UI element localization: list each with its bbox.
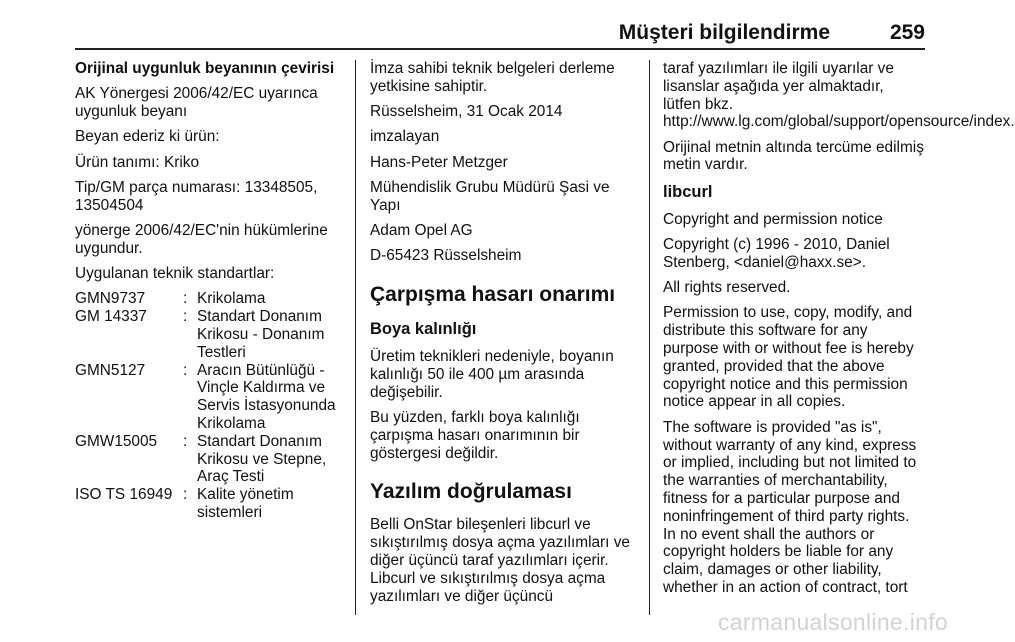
paragraph: Hans-Peter Metzger — [370, 153, 508, 171]
column-divider — [649, 60, 650, 615]
page-title: Müşteri bilgilendirme — [618, 21, 830, 44]
table-row: ISO TS 16949 : Kalite yönetim sistemleri — [75, 486, 343, 522]
declaration-heading: Orijinal uygunluk beyanının çevirisi — [75, 60, 335, 77]
table-row: GM 14337 : Standart Donanım Krikosu - Donanım Testleri — [75, 308, 343, 361]
paragraph: D-65423 Rüsselsheim — [370, 247, 522, 265]
column-1 — [75, 60, 343, 522]
standard-code: GMN9737 — [75, 290, 146, 308]
paragraph: Belli OnStar bileşenleri libcurl ve sıkıştırılmış dosya açma yazılımları ve diğer üçüncü taraf yazılımları içerir. Libcurl ve sıkıştırılmış dosya açma yazılımları ve diğer üçüncü — [370, 516, 630, 605]
paragraph: Bu yüzden, farklı boya kalınlığı çarpışma hasarı onarımının bir göstergesi değildir. — [370, 409, 580, 462]
subsection-heading-paint-thickness: Boya kalınlığı — [370, 320, 477, 339]
paragraph: Copyright (c) 1996 - 2010, Daniel Stenberg, <daniel@haxx.se>. — [663, 236, 890, 271]
section-heading-crash-repair: Çarpışma hasarı onarımı — [370, 283, 616, 307]
table-row: GMW15005 : Standart Donanım Krikosu ve Stepne, Araç Testi — [75, 433, 343, 486]
subsection-heading-libcurl: libcurl — [663, 182, 713, 201]
paragraph: Permission to use, copy, modify, and distribute this software for any purpose with or without fee is hereby granted, provided that the above copyright notice and this permission notice appear in all copies. — [663, 304, 914, 411]
paragraph: imzalayan — [370, 128, 440, 146]
paragraph: All rights reserved. — [663, 279, 791, 297]
column-3 — [663, 60, 1015, 604]
paragraph: Ürün tanımı: Kriko — [75, 153, 200, 171]
paragraph: Beyan ederiz ki ürün: — [75, 128, 220, 146]
paragraph: AK Yönergesi 2006/42/EC uyarınca uygunluk beyanı — [75, 85, 318, 121]
section-heading-software: Yazılım doğrulaması — [370, 480, 572, 504]
page-number: 259 — [889, 21, 925, 44]
paragraph: Üretim teknikleri nedeniyle, boyanın kalınlığı 50 ile 400 µm arasında değişebilir. — [370, 348, 614, 401]
standard-code: GMW15005 — [75, 432, 158, 450]
table-row: GMN9737 : Krikolama — [75, 290, 343, 308]
paragraph: Adam Opel AG — [370, 222, 473, 240]
paragraph: İmza sahibi teknik belgeleri derleme yetkisine sahiptir. — [370, 60, 615, 95]
paragraph: Mühendislik Grubu Müdürü Şasi ve Yapı — [370, 178, 610, 214]
column-2 — [370, 60, 632, 613]
paragraph: Uygulanan teknik standartlar: — [75, 265, 275, 283]
standard-description: Krikolama — [197, 290, 266, 308]
paragraph: Tip/GM parça numarası: 13348505, 13504504 — [75, 178, 318, 214]
paragraph: taraf yazılımları ile ilgili uyarılar ve lisanslar aşağıda yer almaktadır, lütfen bkz. http://www.lg.com/global/support/opensource/index. — [663, 60, 1015, 131]
standards-table — [75, 290, 343, 521]
standard-description: Kalite yönetim sistemleri — [197, 486, 294, 522]
standard-description: Aracın Bütünlüğü - Vinçle Kaldırma ve Servis İstasyonunda Krikolama — [197, 361, 336, 433]
standard-code: GM 14337 — [75, 308, 147, 326]
standard-description: Standart Donanım Krikosu - Donanım Testleri — [197, 308, 325, 361]
standard-description: Standart Donanım Krikosu ve Stepne, Araç Testi — [197, 432, 327, 486]
page-header — [75, 0, 925, 50]
paragraph: The software is provided "as is", without warranty of any kind, express or implied, including but not limited to the warranties of merchantability, fitness for a particular purpose and noninfringement of third party rights. In no event shall the authors or copyright holders be liable for any claim, damages or other liability, whether in an action of contract, tort — [663, 418, 917, 596]
standard-code: GMN5127 — [75, 361, 146, 379]
watermark: carmanualsonline.info — [717, 609, 948, 635]
paragraph: Copyright and permission notice — [663, 210, 883, 228]
paragraph: yönerge 2006/42/EC'nin hükümlerine uygundur. — [75, 222, 328, 257]
paragraph: Rüsselsheim, 31 Ocak 2014 — [370, 103, 563, 121]
column-divider — [355, 60, 356, 615]
table-row: GMN5127 : Aracın Bütünlüğü - Vinçle Kaldırma ve Servis İstasyonunda Krikolama — [75, 362, 343, 433]
standard-code: ISO TS 16949 — [75, 486, 173, 504]
paragraph: Orijinal metnin altında tercüme edilmiş metin vardır. — [663, 138, 924, 174]
